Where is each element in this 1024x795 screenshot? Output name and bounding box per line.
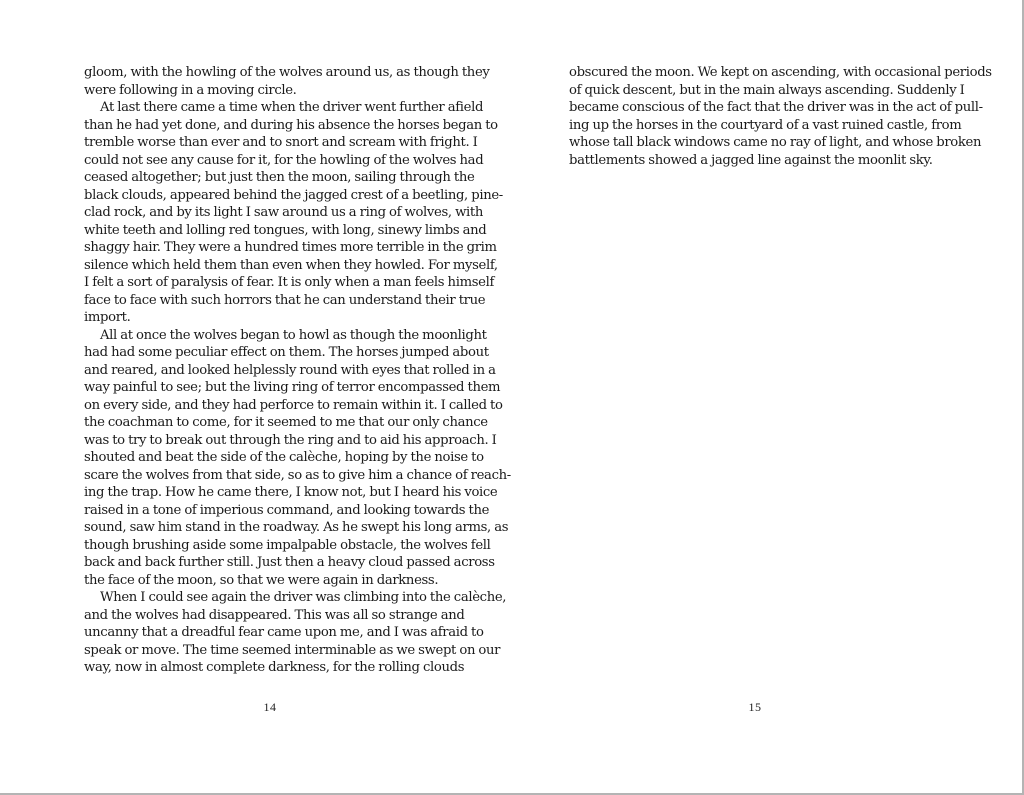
text-line: I felt a sort of paralysis of fear. It is only when a man feels himself [84, 275, 494, 290]
text-line: All at once the wolves began to howl as though the moonlight [100, 327, 487, 343]
text-line: was to try to break out through the ring and to aid his approach. I [84, 432, 497, 448]
text-line: raised in a tone of imperious command, and looking towards the [84, 502, 490, 518]
text-line: face to face with such horrors that he can understand their true [84, 292, 486, 308]
text-line: shaggy hair. They were a hundred times more terrible in the grim [84, 240, 497, 255]
text-line: battlements showed a jagged line against the moonlit sky. [569, 152, 933, 168]
text-line: speak or move. The time seemed interminable as we swept on our [84, 642, 501, 658]
text-line: the coachman to come, for it seemed to me that our only chance [84, 415, 488, 430]
text-line: of quick descent, but in the main always ascending. Suddenly I [569, 82, 965, 98]
text-line: on every side, and they had perforce to remain within it. I called to [84, 397, 503, 413]
text-line: the face of the moon, so that we were again in darkness. [84, 572, 439, 588]
text-line: could not see any cause for it, for the howling of the wolves had [84, 152, 484, 168]
text-line: shouted and beat the side of the calèche, hoping by the noise to [84, 450, 484, 465]
text-line: way, now in almost complete darkness, for the rolling clouds [84, 660, 465, 675]
text-line: became conscious of the fact that the driver was in the act of pull- [569, 100, 983, 115]
text-line: import. [84, 310, 131, 325]
text-line: silence which held them than even when they howled. For myself, [84, 257, 498, 273]
text-line: than he had yet done, and during his absence the horses began to [84, 117, 498, 133]
text-line: were following in a moving circle. [84, 82, 297, 98]
text-line: ing up the horses in the courtyard of a vast ruined castle, from [569, 117, 962, 133]
text-line: sound, saw him stand in the roadway. As he swept his long arms, as [84, 520, 509, 535]
text-line: had had some peculiar effect on them. The horses jumped about [84, 345, 489, 360]
text-line: and reared, and looked helplessly round with eyes that rolled in a [84, 362, 496, 378]
text-line: ing the trap. How he came there, I know not, but I heard his voice [84, 485, 498, 500]
text-line: black clouds, appeared behind the jagged crest of a beetling, pine- [84, 187, 503, 203]
left-page [0, 0, 511, 793]
text-line: obscured the moon. We kept on ascending, with occasional periods [569, 65, 992, 80]
text-line: uncanny that a dreadful fear came upon me, and I was afraid to [84, 625, 484, 640]
text-line: way painful to see; but the living ring of terror encompassed them [84, 380, 501, 395]
right-page-body-text [569, 64, 992, 169]
left-page-number: 14 [263, 700, 277, 714]
text-line: tremble worse than ever and to snort and scream with fright. I [84, 135, 478, 150]
text-line: clad rock, and by its light I saw around us a ring of wolves, with [84, 205, 483, 220]
text-line: whose tall black windows came no ray of light, and whose broken [569, 135, 982, 150]
text-line: At last there came a time when the driver went further afield [100, 100, 484, 115]
text-line: When I could see again the driver was climbing into the calèche, [100, 590, 507, 605]
text-line: and the wolves had disappeared. This was all so strange and [84, 607, 465, 623]
text-line: gloom, with the howling of the wolves around us, as though they [84, 65, 490, 80]
right-page-number: 15 [748, 700, 762, 714]
right-page [511, 0, 1022, 793]
text-line: scare the wolves from that side, so as to give him a chance of reach- [84, 467, 511, 483]
text-line: back and back further still. Just then a heavy cloud passed across [84, 555, 495, 570]
text-line: though brushing aside some impalpable obstacle, the wolves fell [84, 537, 491, 553]
left-page-body-text [84, 64, 511, 677]
text-line: ceased altogether; but just then the moon, sailing through the [84, 170, 475, 185]
text-line: white teeth and lolling red tongues, with long, sinewy limbs and [84, 222, 487, 238]
